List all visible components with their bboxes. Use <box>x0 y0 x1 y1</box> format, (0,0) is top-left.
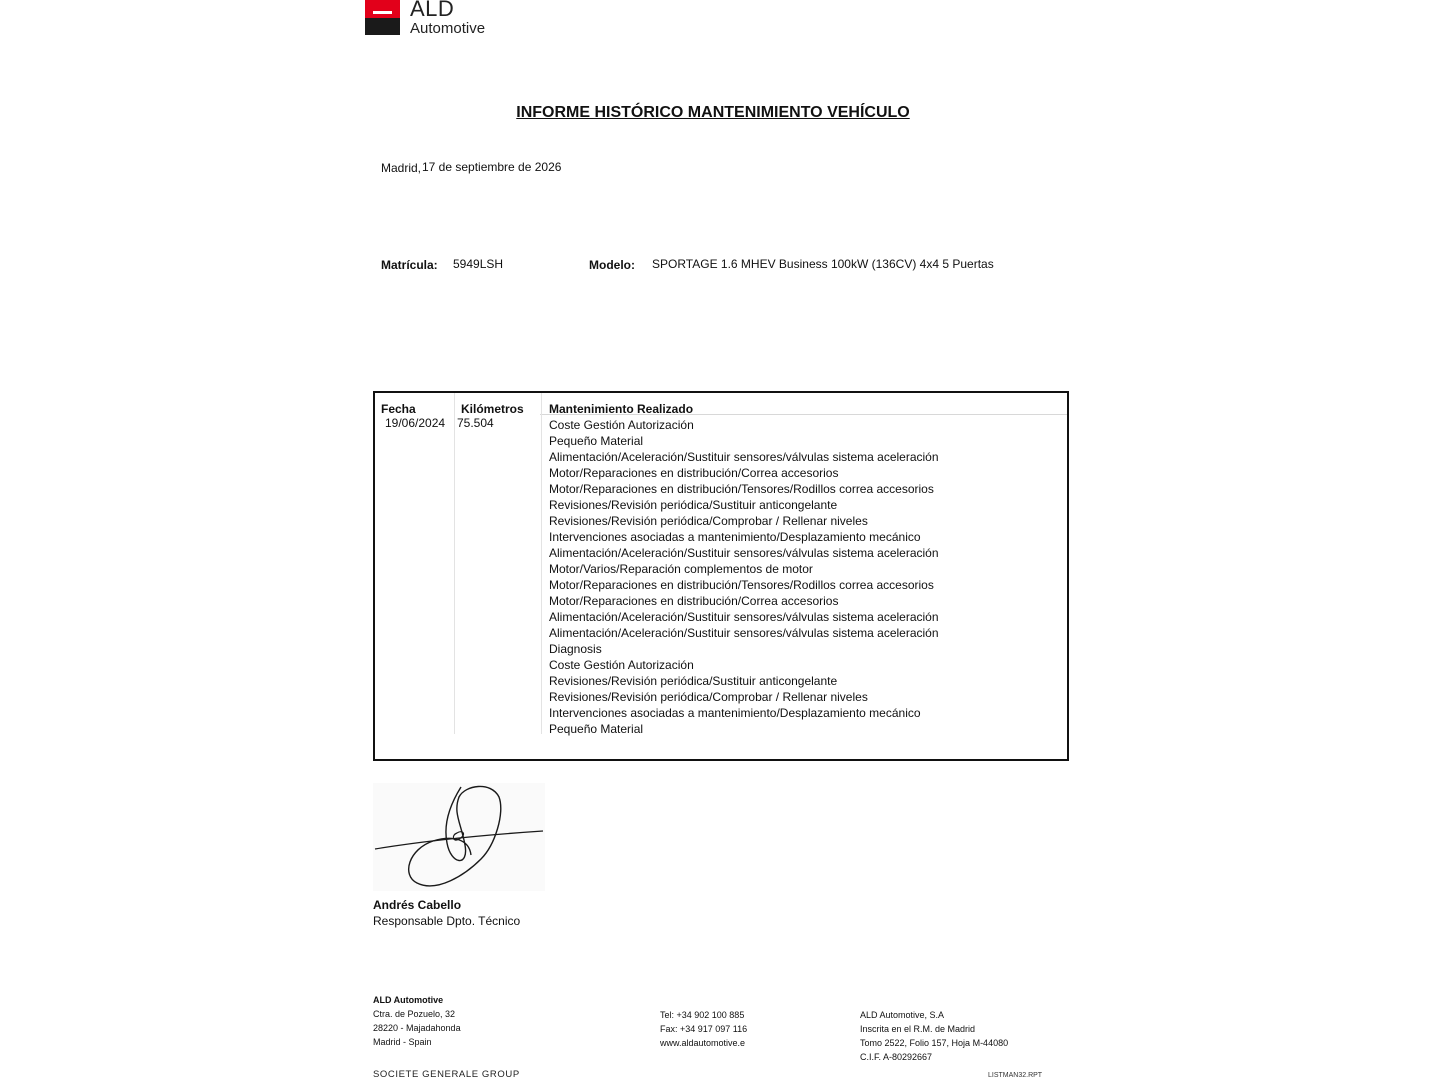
matricula-value: 5949LSH <box>453 257 504 271</box>
maintenance-item: Alimentación/Aceleración/Sustituir sensores/válvulas sistema aceleración <box>549 546 939 560</box>
maintenance-item: Motor/Reparaciones en distribución/Tensores/Rodillos correa accesorios <box>549 482 934 496</box>
logo-subtitle: Automotive <box>410 20 486 37</box>
footer-address-line: 28220 - Majadahonda <box>373 1023 461 1033</box>
header-fecha: Fecha <box>381 402 416 416</box>
group-name: SOCIETE GENERALE GROUP <box>373 1069 520 1080</box>
maintenance-item: Intervenciones asociadas a mantenimiento/Desplazamiento mecánico <box>549 530 921 544</box>
logo-red-block <box>365 0 400 18</box>
matricula-label: Matrícula: <box>381 258 438 272</box>
column-divider <box>454 393 455 734</box>
maintenance-item: Intervenciones asociadas a mantenimiento/Desplazamiento mecánico <box>549 706 921 720</box>
header-kilometros: Kilómetros <box>461 402 524 416</box>
report-city: Madrid, <box>381 161 422 175</box>
footer-legal-line: Inscrita en el R.M. de Madrid <box>860 1024 976 1034</box>
footer-legal-line: ALD Automotive, S.A <box>860 1010 945 1020</box>
maintenance-item: Revisiones/Revisión periódica/Sustituir anticongelante <box>549 498 838 512</box>
footer-legal-line: C.I.F. A-80292667 <box>860 1052 933 1062</box>
page-title: INFORME HISTÓRICO MANTENIMIENTO VEHÍCULO <box>516 104 910 121</box>
footer-phone: Tel: +34 902 100 885 <box>660 1010 745 1020</box>
report-code: LISTMAN32.RPT <box>988 1072 1043 1079</box>
maintenance-item: Pequeño Material <box>549 722 644 736</box>
maintenance-list <box>549 417 939 737</box>
maintenance-item: Alimentación/Aceleración/Sustituir sensores/válvulas sistema aceleración <box>549 626 939 640</box>
footer-fax: Fax: +34 917 097 116 <box>660 1024 748 1034</box>
footer-address-line: Ctra. de Pozuelo, 32 <box>373 1009 456 1019</box>
maintenance-item: Alimentación/Aceleración/Sustituir sensores/válvulas sistema aceleración <box>549 450 939 464</box>
footer-company: ALD Automotive <box>373 995 444 1005</box>
ald-logo-mark <box>365 0 400 35</box>
maintenance-item: Pequeño Material <box>549 434 644 448</box>
header-mantenimiento: Mantenimiento Realizado <box>549 402 694 416</box>
signer-name: Andrés Cabello <box>373 898 462 912</box>
maintenance-item: Motor/Varios/Reparación complementos de motor <box>549 562 813 576</box>
footer-address-line: Madrid - Spain <box>373 1037 432 1047</box>
footer-website: www.aldautomotive.e <box>660 1038 746 1048</box>
maintenance-item: Revisiones/Revisión periódica/Comprobar / Rellenar niveles <box>549 514 868 528</box>
logo-white-bar <box>373 11 392 14</box>
signer-role: Responsable Dpto. Técnico <box>373 914 521 928</box>
cell-kilometros: 75.504 <box>457 416 494 430</box>
footer-contact <box>660 1008 747 1050</box>
maintenance-item: Revisiones/Revisión periódica/Comprobar / Rellenar niveles <box>549 690 868 704</box>
maintenance-item: Coste Gestión Autorización <box>549 418 694 432</box>
maintenance-item: Motor/Reparaciones en distribución/Correa accesorios <box>549 594 839 608</box>
logo-name: ALD <box>410 0 455 21</box>
cell-fecha: 19/06/2024 <box>385 416 446 430</box>
maintenance-item: Motor/Reparaciones en distribución/Correa accesorios <box>549 466 839 480</box>
maintenance-item: Coste Gestión Autorización <box>549 658 694 672</box>
modelo-label: Modelo: <box>589 258 635 272</box>
footer-legal <box>860 1008 1008 1064</box>
maintenance-item: Diagnosis <box>549 642 602 656</box>
signature-image <box>373 783 545 891</box>
column-divider <box>541 393 542 734</box>
maintenance-item: Motor/Reparaciones en distribución/Tensores/Rodillos correa accesorios <box>549 578 934 592</box>
modelo-value: SPORTAGE 1.6 MHEV Business 100kW (136CV) 4x4 5 Puertas <box>652 257 994 271</box>
footer-legal-line: Tomo 2522, Folio 157, Hoja M-44080 <box>860 1038 1009 1048</box>
report-date: 17 de septiembre de 2026 <box>422 160 562 174</box>
header-divider <box>540 414 1067 415</box>
maintenance-table <box>373 391 1069 761</box>
maintenance-item: Alimentación/Aceleración/Sustituir sensores/válvulas sistema aceleración <box>549 610 939 624</box>
maintenance-item: Revisiones/Revisión periódica/Sustituir anticongelante <box>549 674 838 688</box>
footer-address <box>373 993 461 1049</box>
